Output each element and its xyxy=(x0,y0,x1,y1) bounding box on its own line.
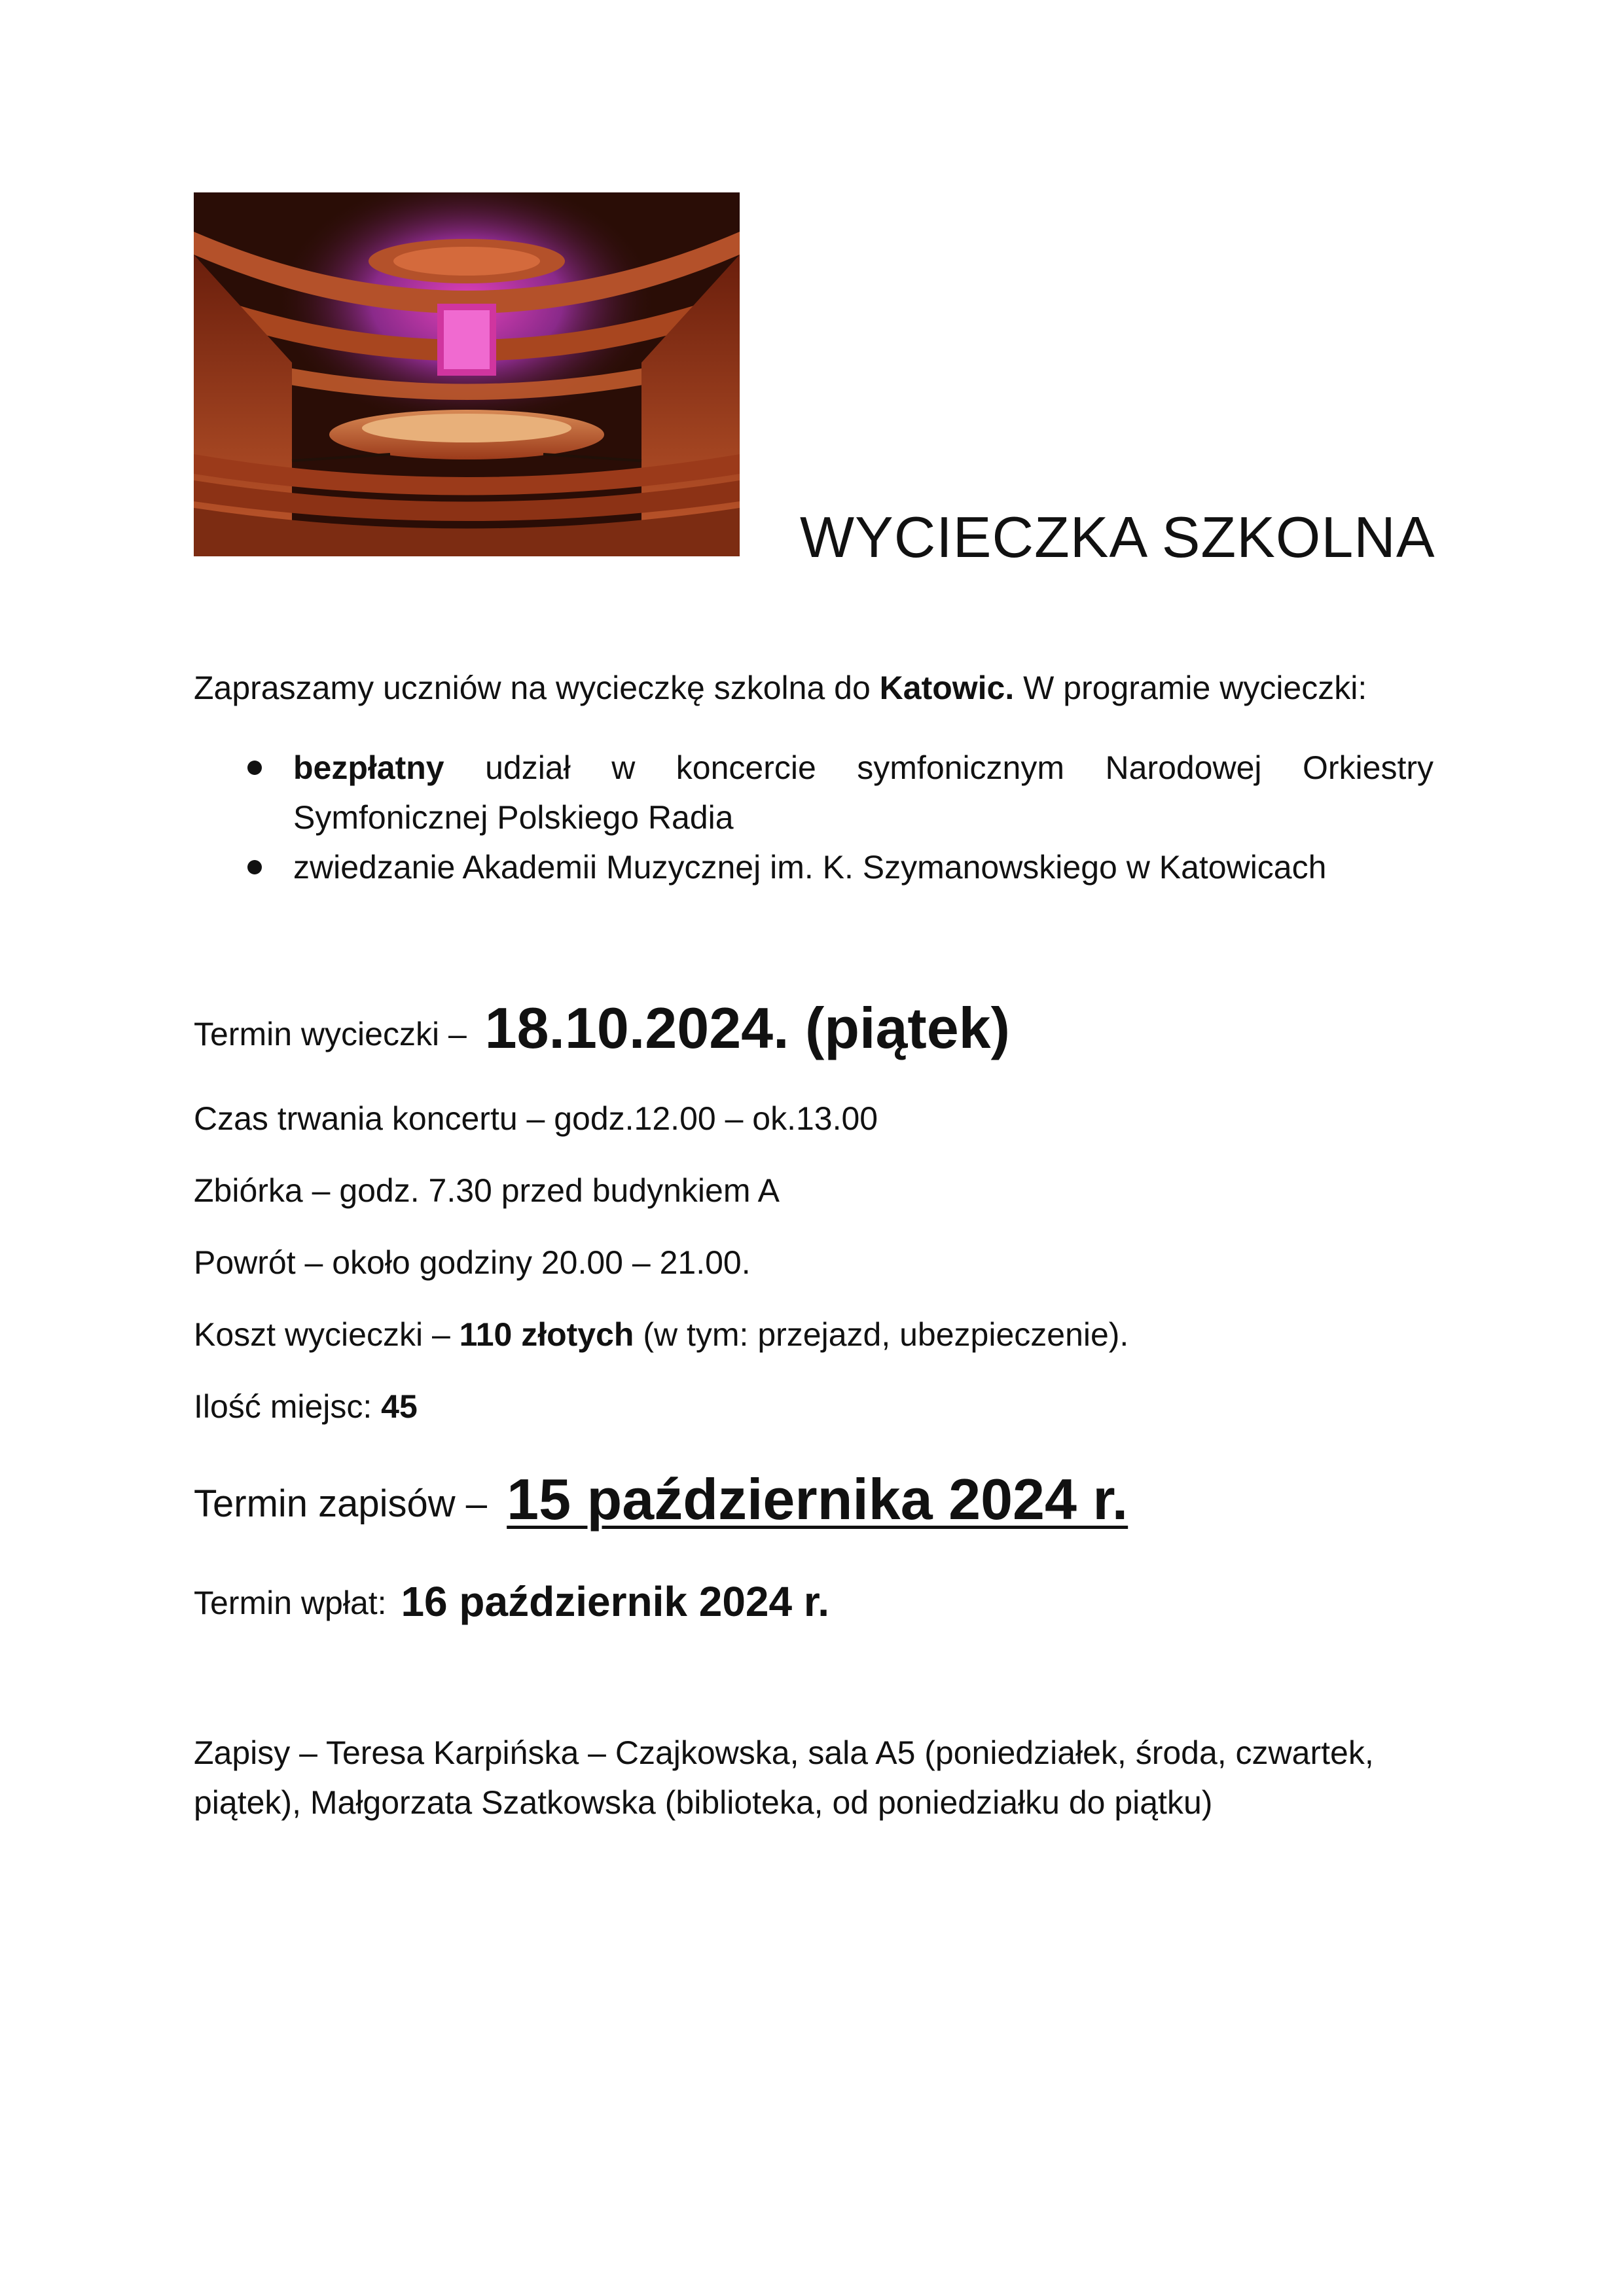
bullet-word: symfonicznym xyxy=(857,749,1065,786)
payment-deadline xyxy=(194,1577,829,1626)
trip-cost xyxy=(194,1316,1128,1354)
signup-deadline-value: 15 października 2024 r. xyxy=(507,1467,1128,1532)
trip-cost-note: (w tym: przejazd, ubezpieczenie). xyxy=(634,1316,1129,1353)
bullet-line-2: Symfonicznej Polskiego Radia xyxy=(293,799,734,836)
bullet-icon xyxy=(247,860,262,874)
meeting-time: Zbiórka – godz. 7.30 przed budynkiem A xyxy=(194,1172,780,1209)
trip-cost-label: Koszt wycieczki – xyxy=(194,1316,460,1353)
bullet-icon xyxy=(247,761,262,775)
bullet-word: w xyxy=(611,749,636,786)
bullet-line-1 xyxy=(293,743,1434,793)
page-title: WYCIECZKA SZKOLNA xyxy=(800,505,1435,569)
return-time: Powrót – około godziny 20.00 – 21.00. xyxy=(194,1244,751,1281)
payment-deadline-value: 16 październik 2024 r. xyxy=(401,1578,830,1625)
signup-contacts-line-2: piątek), Małgorzata Szatkowska (biblioteka, od poniedziałku do piątku) xyxy=(194,1784,1213,1821)
list-item xyxy=(194,842,1434,892)
signup-deadline xyxy=(194,1466,1128,1533)
bullet-word: Orkiestry xyxy=(1303,749,1434,786)
trip-cost-value: 110 złotych xyxy=(459,1316,634,1353)
list-item xyxy=(194,743,1434,842)
seat-count-value: 45 xyxy=(381,1388,418,1425)
seat-count xyxy=(194,1388,418,1426)
bullet-word: Narodowej xyxy=(1105,749,1262,786)
intro-city: Katowic. xyxy=(879,670,1015,706)
concert-time: Czas trwania koncertu – godz.12.00 – ok.13.00 xyxy=(194,1100,878,1137)
bullet-word: koncercie xyxy=(676,749,816,786)
trip-date-value: 18.10.2024. (piątek) xyxy=(484,996,1010,1060)
concert-hall-image xyxy=(194,192,740,556)
seat-count-label: Ilość miejsc: xyxy=(194,1388,382,1425)
signup-contacts xyxy=(194,1728,1434,1827)
bullet-word: udział xyxy=(485,749,571,786)
intro-paragraph xyxy=(194,668,1367,708)
bullet-text: zwiedzanie Akademii Muzycznej im. K. Szymanowskiego w Katowicach xyxy=(293,849,1327,886)
intro-text-end: W programie wycieczki: xyxy=(1014,670,1367,706)
signup-deadline-label: Termin zapisów – xyxy=(194,1482,498,1525)
trip-date xyxy=(194,995,1010,1062)
bullet-bold-word: bezpłatny xyxy=(293,749,444,786)
program-list xyxy=(194,743,1434,892)
payment-deadline-label: Termin wpłat: xyxy=(194,1585,396,1621)
intro-text: Zapraszamy uczniów na wycieczkę szkolna do xyxy=(194,670,880,706)
trip-date-label: Termin wycieczki – xyxy=(194,1016,476,1052)
signup-contacts-line-1: Zapisy – Teresa Karpińska – Czajkowska, sala A5 (poniedziałek, środa, czwartek, xyxy=(194,1734,1374,1771)
